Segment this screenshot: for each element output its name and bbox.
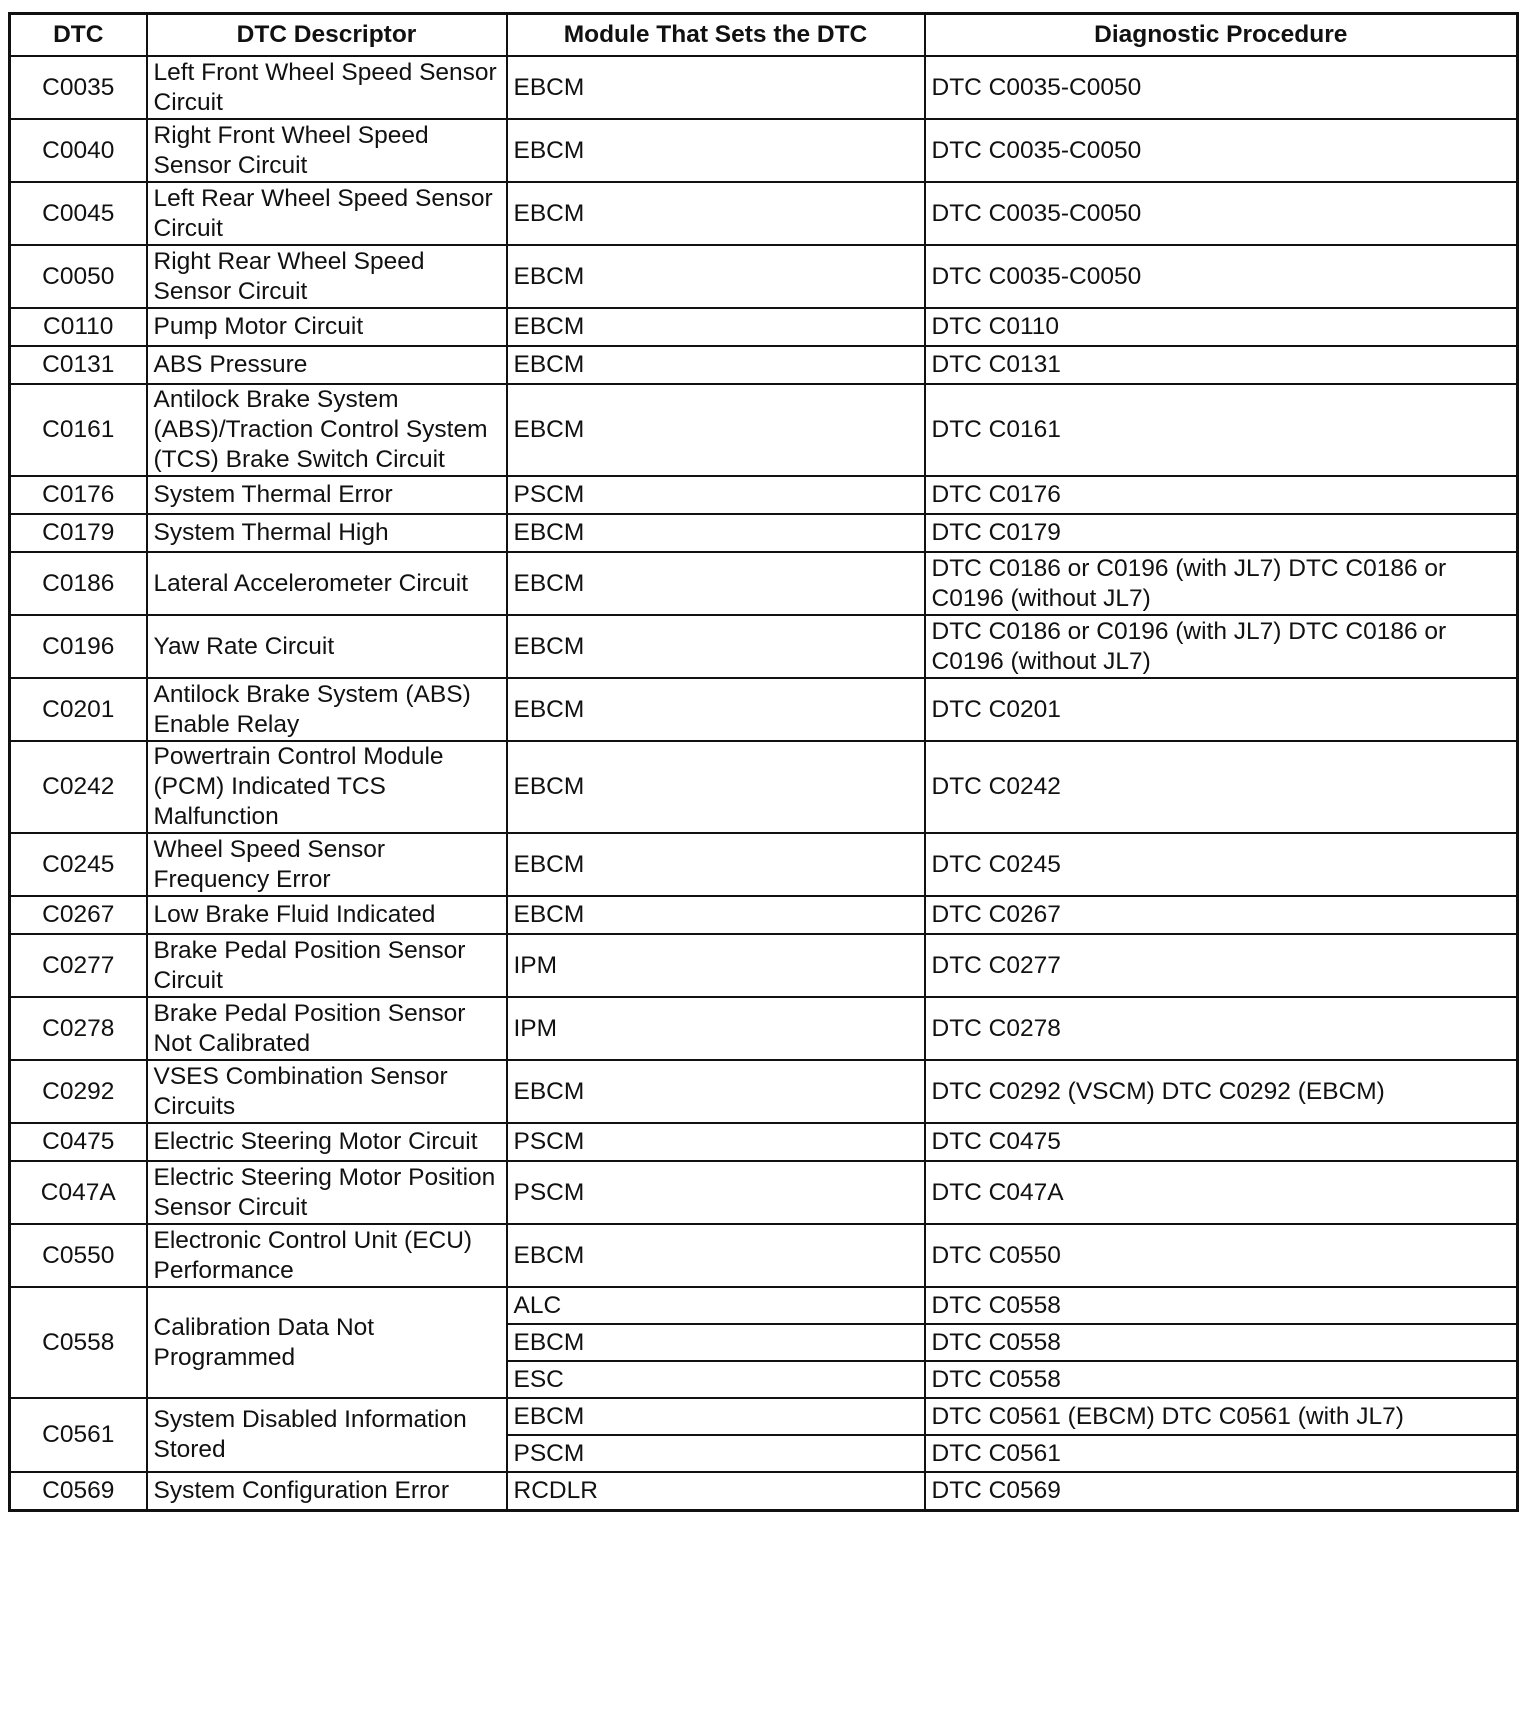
dtc-code-cell: C0475 xyxy=(10,1123,147,1161)
module-cell: PSCM xyxy=(507,1123,925,1161)
module-cell: EBCM xyxy=(507,514,925,552)
dtc-code-cell: C0110 xyxy=(10,308,147,346)
header-module: Module That Sets the DTC xyxy=(507,14,925,57)
diagnostic-procedure-cell: DTC C0550 xyxy=(925,1224,1518,1287)
table-row xyxy=(10,1224,1518,1287)
diagnostic-procedure-cell: DTC C0558 xyxy=(925,1324,1518,1361)
dtc-descriptor-cell: Right Rear Wheel Speed Sensor Circuit xyxy=(147,245,507,308)
module-cell: EBCM xyxy=(507,1224,925,1287)
dtc-code-cell: C0161 xyxy=(10,384,147,476)
diagnostic-procedure-cell: DTC C047A xyxy=(925,1161,1518,1224)
module-cell: EBCM xyxy=(507,1060,925,1123)
diagnostic-procedure-cell: DTC C0569 xyxy=(925,1472,1518,1510)
table-row xyxy=(10,1398,1518,1435)
dtc-code-cell: C0569 xyxy=(10,1472,147,1510)
table-row xyxy=(10,741,1518,833)
module-cell: EBCM xyxy=(507,896,925,934)
dtc-code-cell: C0561 xyxy=(10,1398,147,1472)
module-cell: EBCM xyxy=(507,833,925,896)
dtc-code-cell: C0035 xyxy=(10,56,147,119)
diagnostic-procedure-cell: DTC C0161 xyxy=(925,384,1518,476)
dtc-code-cell: C0040 xyxy=(10,119,147,182)
dtc-code-cell: C0267 xyxy=(10,896,147,934)
diagnostic-procedure-cell: DTC C0558 xyxy=(925,1361,1518,1398)
diagnostic-procedure-cell: DTC C0110 xyxy=(925,308,1518,346)
diagnostic-procedure-cell: DTC C0561 xyxy=(925,1435,1518,1472)
dtc-descriptor-cell: Electric Steering Motor Circuit xyxy=(147,1123,507,1161)
diagnostic-procedure-cell: DTC C0292 (VSCM) DTC C0292 (EBCM) xyxy=(925,1060,1518,1123)
module-cell: EBCM xyxy=(507,384,925,476)
module-cell: IPM xyxy=(507,997,925,1060)
module-cell: ESC xyxy=(507,1361,925,1398)
dtc-descriptor-cell: Electric Steering Motor Position Sensor Circuit xyxy=(147,1161,507,1224)
table-row xyxy=(10,833,1518,896)
diagnostic-procedure-cell: DTC C0131 xyxy=(925,346,1518,384)
table-row xyxy=(10,56,1518,119)
dtc-code-cell: C0196 xyxy=(10,615,147,678)
dtc-code-cell: C0045 xyxy=(10,182,147,245)
module-cell: EBCM xyxy=(507,1324,925,1361)
module-cell: PSCM xyxy=(507,1161,925,1224)
table-row xyxy=(10,245,1518,308)
table-row xyxy=(10,1287,1518,1324)
dtc-code-cell: C0278 xyxy=(10,997,147,1060)
dtc-descriptor-cell: VSES Combination Sensor Circuits xyxy=(147,1060,507,1123)
dtc-descriptor-cell: Antilock Brake System (ABS)/Traction Control System (TCS) Brake Switch Circuit xyxy=(147,384,507,476)
diagnostic-procedure-cell: DTC C0035-C0050 xyxy=(925,245,1518,308)
dtc-code-cell: C047A xyxy=(10,1161,147,1224)
table-row xyxy=(10,182,1518,245)
table-row xyxy=(10,896,1518,934)
dtc-code-cell: C0176 xyxy=(10,476,147,514)
dtc-table-container xyxy=(8,12,1516,1512)
table-row xyxy=(10,119,1518,182)
diagnostic-procedure-cell: DTC C0035-C0050 xyxy=(925,56,1518,119)
diagnostic-procedure-cell: DTC C0278 xyxy=(925,997,1518,1060)
dtc-descriptor-cell: Left Rear Wheel Speed Sensor Circuit xyxy=(147,182,507,245)
table-row xyxy=(10,476,1518,514)
table-row xyxy=(10,1472,1518,1510)
module-cell: EBCM xyxy=(507,245,925,308)
module-cell: EBCM xyxy=(507,346,925,384)
dtc-descriptor-cell: System Configuration Error xyxy=(147,1472,507,1510)
module-cell: IPM xyxy=(507,934,925,997)
dtc-code-cell: C0179 xyxy=(10,514,147,552)
dtc-descriptor-cell: Lateral Accelerometer Circuit xyxy=(147,552,507,615)
dtc-descriptor-cell: Wheel Speed Sensor Frequency Error xyxy=(147,833,507,896)
diagnostic-procedure-cell: DTC C0267 xyxy=(925,896,1518,934)
table-header-row xyxy=(10,14,1518,57)
dtc-descriptor-cell: Electronic Control Unit (ECU) Performance xyxy=(147,1224,507,1287)
table-row xyxy=(10,934,1518,997)
table-row xyxy=(10,1161,1518,1224)
dtc-descriptor-cell: Antilock Brake System (ABS) Enable Relay xyxy=(147,678,507,741)
module-cell: EBCM xyxy=(507,678,925,741)
dtc-code-cell: C0050 xyxy=(10,245,147,308)
module-cell: ALC xyxy=(507,1287,925,1324)
diagnostic-procedure-cell: DTC C0558 xyxy=(925,1287,1518,1324)
table-row xyxy=(10,308,1518,346)
table-row xyxy=(10,1123,1518,1161)
table-row xyxy=(10,384,1518,476)
dtc-descriptor-cell: Right Front Wheel Speed Sensor Circuit xyxy=(147,119,507,182)
table-row xyxy=(10,552,1518,615)
diagnostic-procedure-cell: DTC C0245 xyxy=(925,833,1518,896)
dtc-code-cell: C0292 xyxy=(10,1060,147,1123)
table-row xyxy=(10,346,1518,384)
diagnostic-procedure-cell: DTC C0179 xyxy=(925,514,1518,552)
dtc-code-cell: C0242 xyxy=(10,741,147,833)
dtc-descriptor-cell: System Thermal Error xyxy=(147,476,507,514)
module-cell: PSCM xyxy=(507,1435,925,1472)
diagnostic-procedure-cell: DTC C0186 or C0196 (with JL7) DTC C0186 or C0196 (without JL7) xyxy=(925,615,1518,678)
dtc-descriptor-cell: Brake Pedal Position Sensor Not Calibrated xyxy=(147,997,507,1060)
dtc-descriptor-cell: ABS Pressure xyxy=(147,346,507,384)
dtc-descriptor-cell: Brake Pedal Position Sensor Circuit xyxy=(147,934,507,997)
diagnostic-procedure-cell: DTC C0475 xyxy=(925,1123,1518,1161)
module-cell: EBCM xyxy=(507,56,925,119)
dtc-code-cell: C0277 xyxy=(10,934,147,997)
dtc-code-cell: C0550 xyxy=(10,1224,147,1287)
dtc-code-cell: C0245 xyxy=(10,833,147,896)
dtc-descriptor-cell: System Thermal High xyxy=(147,514,507,552)
module-cell: EBCM xyxy=(507,741,925,833)
header-dtc-descriptor: DTC Descriptor xyxy=(147,14,507,57)
table-row xyxy=(10,514,1518,552)
diagnostic-procedure-cell: DTC C0201 xyxy=(925,678,1518,741)
module-cell: RCDLR xyxy=(507,1472,925,1510)
dtc-descriptor-cell: Pump Motor Circuit xyxy=(147,308,507,346)
diagnostic-procedure-cell: DTC C0035-C0050 xyxy=(925,119,1518,182)
module-cell: EBCM xyxy=(507,552,925,615)
dtc-table xyxy=(8,12,1519,1512)
module-cell: EBCM xyxy=(507,615,925,678)
dtc-descriptor-cell: Yaw Rate Circuit xyxy=(147,615,507,678)
dtc-code-cell: C0186 xyxy=(10,552,147,615)
diagnostic-procedure-cell: DTC C0176 xyxy=(925,476,1518,514)
module-cell: EBCM xyxy=(507,119,925,182)
dtc-descriptor-cell: System Disabled Information Stored xyxy=(147,1398,507,1472)
dtc-descriptor-cell: Calibration Data Not Programmed xyxy=(147,1287,507,1398)
dtc-code-cell: C0201 xyxy=(10,678,147,741)
dtc-code-cell: C0558 xyxy=(10,1287,147,1398)
module-cell: EBCM xyxy=(507,1398,925,1435)
table-row xyxy=(10,1060,1518,1123)
header-diagnostic-procedure: Diagnostic Procedure xyxy=(925,14,1518,57)
diagnostic-procedure-cell: DTC C0242 xyxy=(925,741,1518,833)
table-row xyxy=(10,678,1518,741)
header-dtc: DTC xyxy=(10,14,147,57)
dtc-code-cell: C0131 xyxy=(10,346,147,384)
diagnostic-procedure-cell: DTC C0277 xyxy=(925,934,1518,997)
diagnostic-procedure-cell: DTC C0186 or C0196 (with JL7) DTC C0186 or C0196 (without JL7) xyxy=(925,552,1518,615)
dtc-descriptor-cell: Low Brake Fluid Indicated xyxy=(147,896,507,934)
module-cell: PSCM xyxy=(507,476,925,514)
table-row xyxy=(10,997,1518,1060)
dtc-descriptor-cell: Left Front Wheel Speed Sensor Circuit xyxy=(147,56,507,119)
table-row xyxy=(10,615,1518,678)
table-body xyxy=(10,56,1518,1510)
module-cell: EBCM xyxy=(507,308,925,346)
diagnostic-procedure-cell: DTC C0561 (EBCM) DTC C0561 (with JL7) xyxy=(925,1398,1518,1435)
diagnostic-procedure-cell: DTC C0035-C0050 xyxy=(925,182,1518,245)
dtc-descriptor-cell: Powertrain Control Module (PCM) Indicated TCS Malfunction xyxy=(147,741,507,833)
module-cell: EBCM xyxy=(507,182,925,245)
